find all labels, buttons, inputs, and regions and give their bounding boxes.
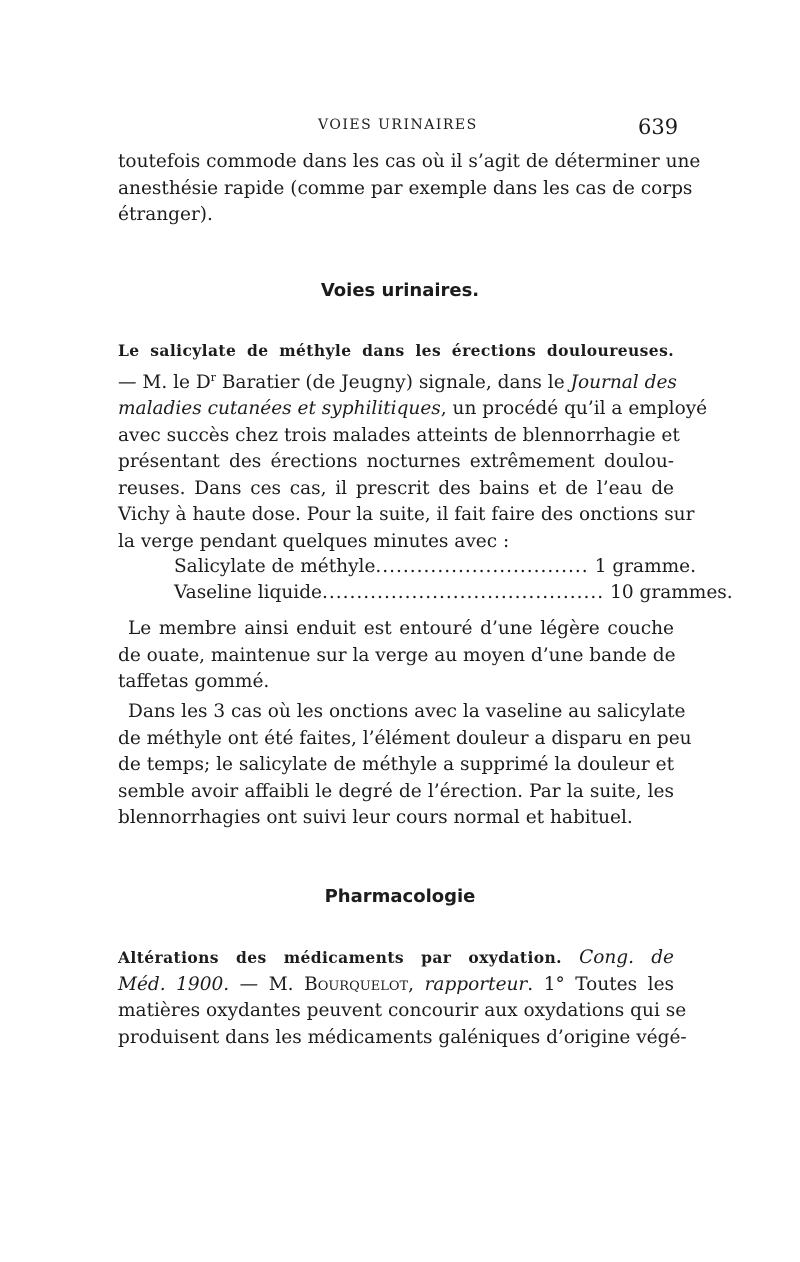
text-line: de ouate, maintenue sur la verge au moyen d’une bande de xyxy=(118,644,676,666)
text-line: — M. le $D^r$ Baratier (de Jeugny) signale, dans le Journal des xyxy=(118,370,677,393)
text-line: reuses. Dans ces cas, il prescrit des bains et de l’eau de xyxy=(118,477,674,499)
paragraph-cas xyxy=(118,699,692,832)
prescription-row xyxy=(174,554,696,580)
text-line: de temps; le salicylate de méthyle a supprimé la douleur et xyxy=(118,754,674,775)
text-line: étranger). xyxy=(118,204,213,225)
leader-dots: ......................................... xyxy=(322,582,605,603)
ingredient-quantity: 1 gramme. xyxy=(594,556,696,577)
text-line: Le membre ainsi enduit est entouré d’une légère couche xyxy=(128,618,674,639)
intro-paragraph xyxy=(118,149,701,229)
source-reference: Méd. 1900. xyxy=(118,973,230,995)
paragraph-membre xyxy=(118,616,674,696)
text-line: Méd. 1900. — M. Bourquelot, rapporteur. 1° Toutes les xyxy=(118,973,675,995)
text-line: taffetas gommé. xyxy=(118,671,270,692)
text-line: produisent dans les médicaments galéniques d’origine végé- xyxy=(118,1026,687,1048)
text-line: la verge pendant quelques minutes avec : xyxy=(118,530,510,552)
ingredient-name: Vaseline liquide xyxy=(174,582,323,603)
article-title: Le salicylate de méthyle dans les érections douloureuses. xyxy=(118,341,674,360)
author-name: Bourquelot xyxy=(304,973,409,995)
leader-dots: ............................... xyxy=(375,556,589,577)
journal-title: maladies cutanées et syphilitiques xyxy=(118,398,441,420)
text-line: anesthésie rapide (comme par exemple dans les cas de corps xyxy=(118,177,693,199)
text-line: semble avoir affaibli le degré de l’érection. Par la suite, les xyxy=(118,780,674,802)
text-line: toutefois commode dans les cas où il s’agit de déterminer une xyxy=(118,151,701,172)
prescription xyxy=(174,554,733,606)
text-line: blennorrhagies ont suivi leur cours normal et habituel. xyxy=(118,807,633,828)
text-line: Vichy à haute dose. Pour la suite, il fait faire des onctions sur xyxy=(118,504,695,526)
running-title: VOIES URINAIRES xyxy=(318,117,478,133)
text-line: Dans les 3 cas où les onctions avec la vaseline au salicylate xyxy=(128,701,686,722)
article-salicylate xyxy=(118,338,708,555)
text-line: avec succès chez trois malades atteints de blennorrhagie et xyxy=(118,424,680,446)
page-number: 639 xyxy=(638,115,679,139)
journal-title: Journal des xyxy=(570,371,677,393)
text-line: présentant des érections nocturnes extrêmement doulou- xyxy=(118,451,674,473)
ingredient-quantity: 10 grammes. xyxy=(610,582,733,603)
section-title-voies-urinaires: Voies urinaires. xyxy=(320,280,480,301)
section-title-pharmacologie: Pharmacologie xyxy=(324,886,476,907)
text-line: matières oxydantes peuvent concourir aux oxydations qui se xyxy=(118,1000,687,1021)
text-line: maladies cutanées et syphilitiques, un procédé qu’il a employé xyxy=(118,398,708,420)
text-line xyxy=(118,945,674,972)
ingredient-name: Salicylate de méthyle xyxy=(174,556,376,577)
text-line: de méthyle ont été faites, l’élément douleur a disparu en peu xyxy=(118,727,692,749)
page-header xyxy=(0,115,800,141)
article-alterations xyxy=(118,945,687,1051)
source-reference: Cong. de xyxy=(561,947,674,968)
article-title: Altérations des médicaments par oxydation. xyxy=(118,948,562,967)
prescription-row xyxy=(174,580,733,606)
